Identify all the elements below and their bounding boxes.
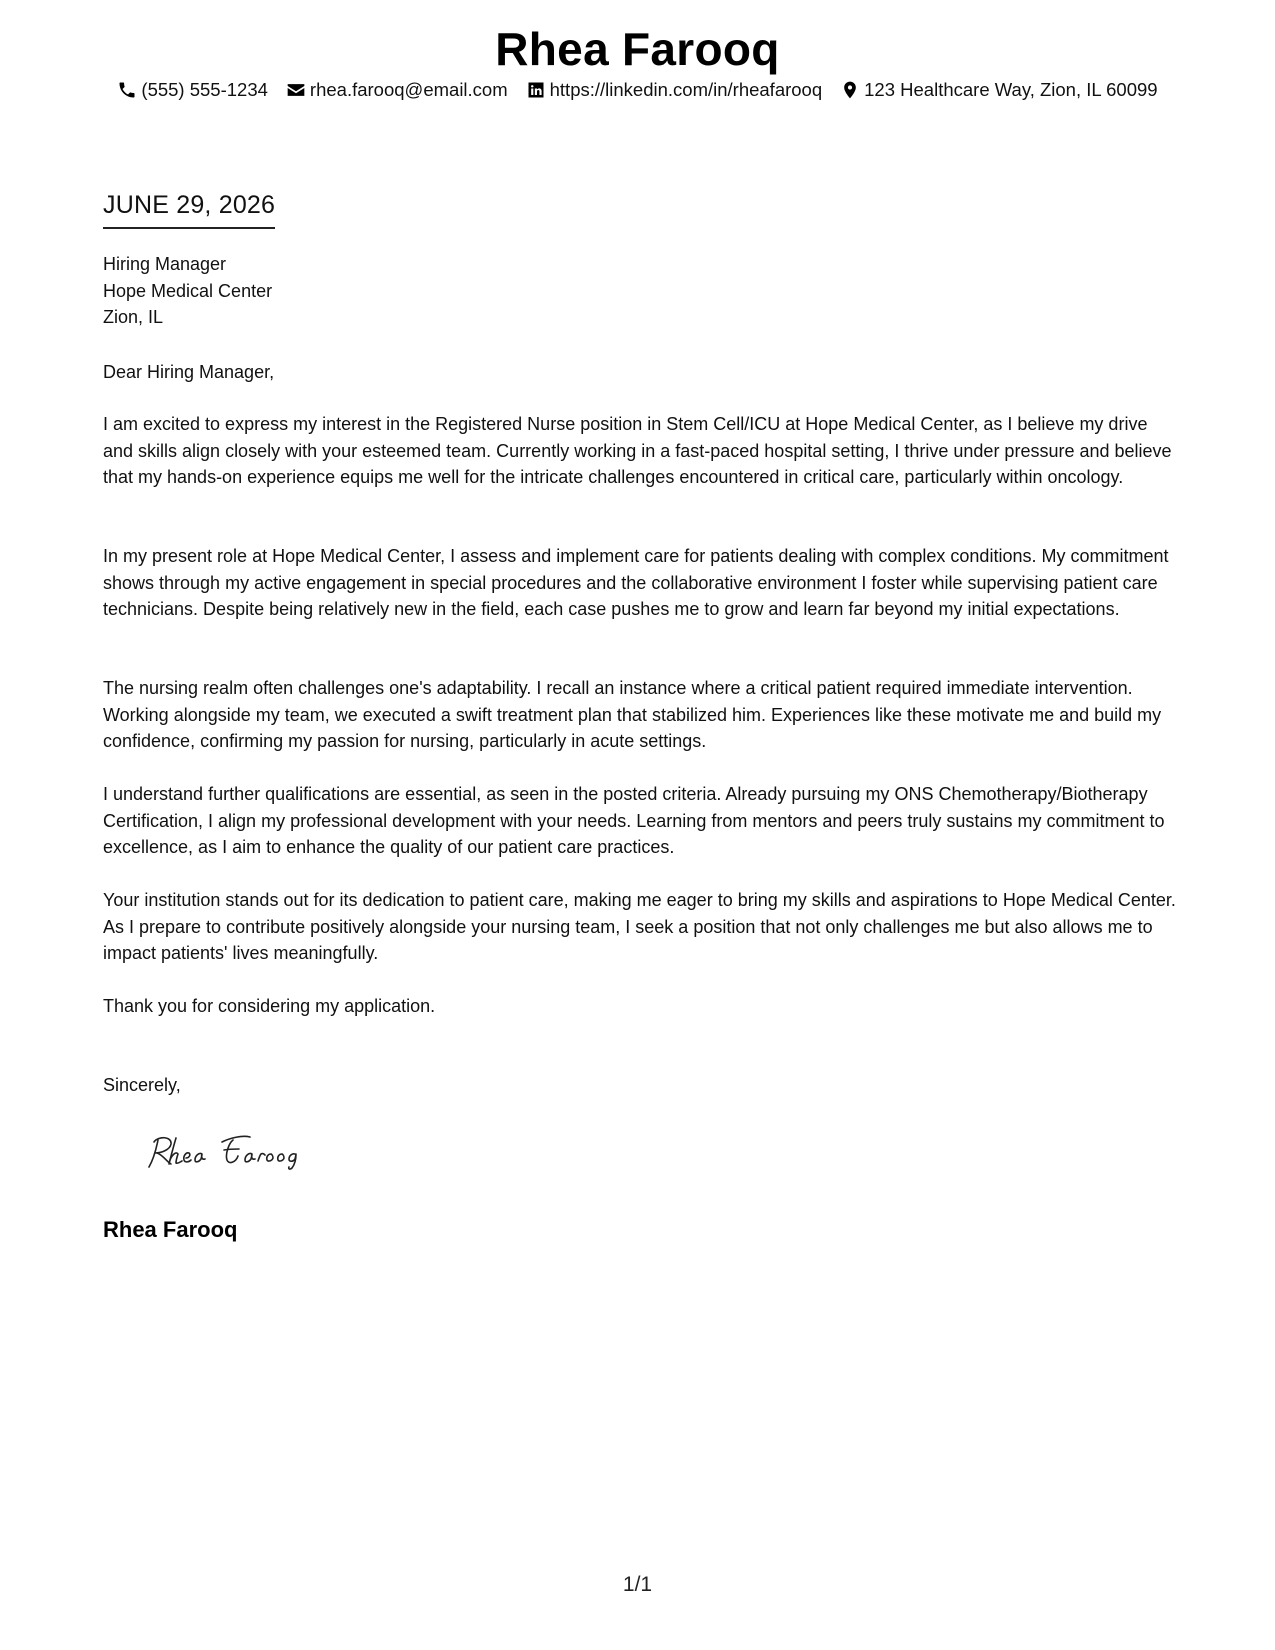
body-paragraph-2: In my present role at Hope Medical Center, I assess and implement care for patients dealing with complex conditions. My commitment shows through my active engagement in special procedures and the collaborative environment I foster while supervising patient care technicians. Despite being relatively new in the field, each case pushes me to grow and learn far beyond my initial expectations. bbox=[103, 546, 1169, 619]
applicant-name-heading: Rhea Farooq bbox=[495, 23, 780, 75]
contact-email[interactable] bbox=[286, 79, 508, 101]
letter-date-block bbox=[103, 191, 275, 229]
phone-text: (555) 555-1234 bbox=[141, 79, 268, 100]
page-number: 1/1 bbox=[622, 1573, 653, 1596]
recipient-organization: Hope Medical Center bbox=[103, 280, 273, 301]
recipient-block bbox=[103, 251, 1178, 331]
email-link[interactable]: rhea.farooq@email.com bbox=[309, 79, 508, 100]
location-pin-icon bbox=[840, 80, 860, 100]
signoff: Sincerely, bbox=[103, 1075, 181, 1095]
closing-thanks: Thank you for considering my application. bbox=[103, 996, 436, 1016]
linkedin-icon bbox=[526, 80, 546, 100]
signer-name: Rhea Farooq bbox=[103, 1217, 238, 1242]
email-icon bbox=[286, 80, 306, 100]
salutation: Dear Hiring Manager, bbox=[103, 362, 275, 382]
recipient-title: Hiring Manager bbox=[103, 254, 227, 274]
body-paragraph-1: I am excited to express my interest in the Registered Nurse position in Stem Cell/ICU at Hope Medical Center, as I believe my drive and skills align closely with your esteemed team. Currently working in a fast-paced hospital setting, I thrive under pressure and believe that my hands-on experience equips me well for the intricate challenges encountered in critical care, particularly within oncology. bbox=[103, 414, 1172, 487]
linkedin-link[interactable]: https://linkedin.com/in/rheafarooq bbox=[549, 79, 823, 100]
address-text: 123 Healthcare Way, Zion, IL 60099 bbox=[864, 79, 1158, 100]
letter-date: JUNE 29, 2026 bbox=[103, 191, 275, 229]
contact-phone bbox=[117, 79, 268, 101]
contact-linkedin[interactable] bbox=[526, 79, 823, 101]
body-paragraph-4: I understand further qualifications are essential, as seen in the posted criteria. Already pursuing my ONS Chemotherapy/Biotherapy Certification, I align my professional development with your needs. Learning from mentors and peers truly sustains my commitment to excellence, as I aim to enhance the quality of our patient care practices. bbox=[103, 784, 1165, 857]
contact-address bbox=[840, 79, 1157, 101]
body-paragraph-5: Your institution stands out for its dedication to patient care, making me eager to bring my skills and aspirations to Hope Medical Center. As I prepare to contribute positively alongside your nursing team, I seek a position that not only challenges me but also allows me to impact patients' lives meaningfully. bbox=[103, 890, 1176, 963]
contact-info-row bbox=[0, 79, 1275, 101]
recipient-location: Zion, IL bbox=[103, 307, 164, 327]
handwritten-signature bbox=[140, 1128, 330, 1180]
body-paragraph-3: The nursing realm often challenges one's adaptability. I recall an instance where a critical patient required immediate intervention. Working alongside my team, we executed a swift treatment plan that stabilized him. Experiences like these motivate me and build my confidence, confirming my passion for nursing, particularly in acute settings. bbox=[103, 678, 1162, 751]
phone-icon bbox=[117, 80, 137, 100]
